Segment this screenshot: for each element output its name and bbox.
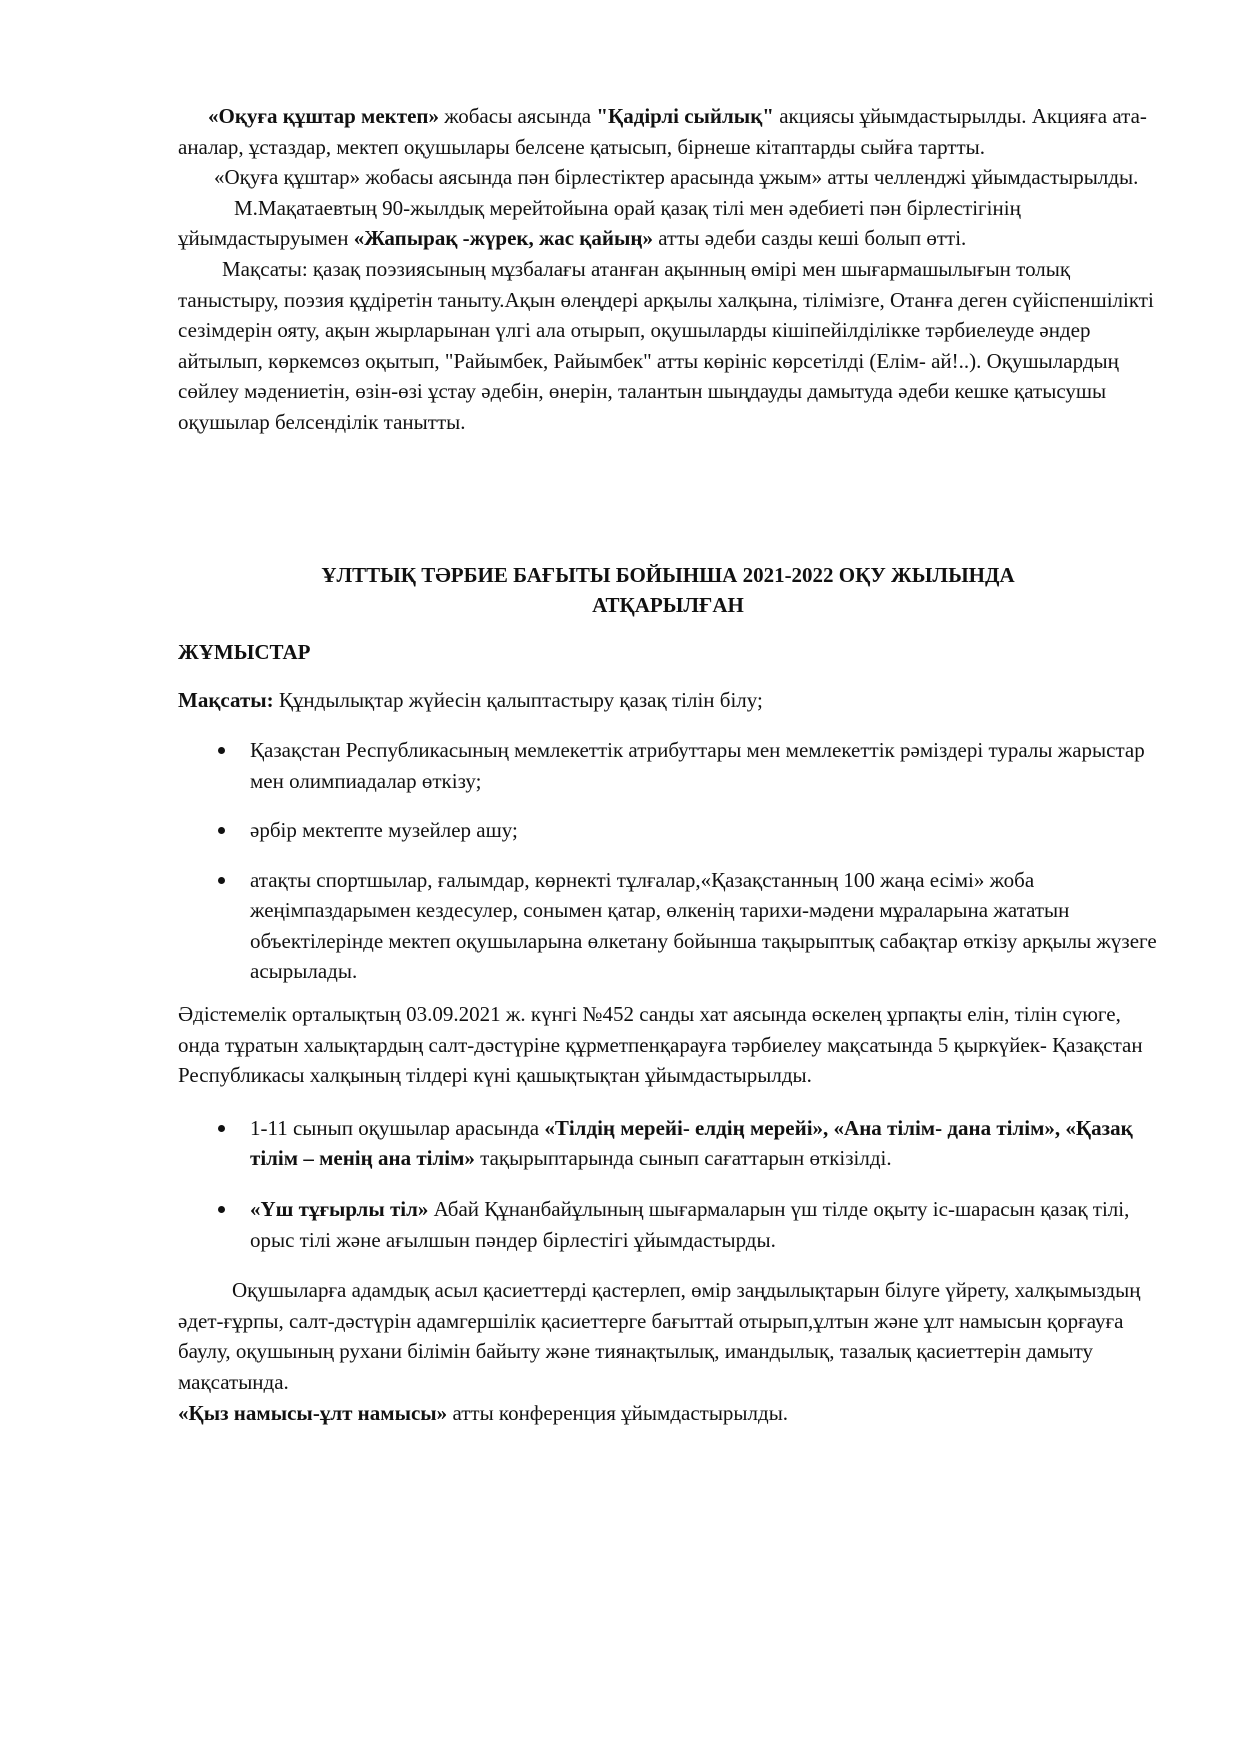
bullet-icon (218, 1206, 225, 1213)
bold-action-name: "Қадірлі сыйлық" (596, 104, 774, 128)
list-item: әрбір мектепте музейлер ашу; (178, 815, 1158, 846)
list-item: 1-11 сынып оқушылар арасында «Тілдің мерейі- елдің мерейі», «Ана тілім- дана тілім», «Қазақ тілім – менің ана тілім» тақырыптарында сынып сағаттарын өткізілді. (178, 1113, 1158, 1174)
bold-evening-name: «Жапырақ -жүрек, жас қайың» (353, 226, 653, 251)
paragraph-values: Оқушыларға адамдық асыл қасиеттерді қастерлеп, өмір заңдылықтарын білуге үйрету, халқымыздың әдет-ғұрпы, салт-дәстүрін адамгершілік қасиеттерге бағыттай отырып,ұлтын және ұлт намысын қорғауға баулу, оқушының рухани білімін байыту және тиянақтылық, имандылық, тазалық қасиеттерін дамыту мақсатында. (178, 1278, 1141, 1394)
document-page (178, 101, 1158, 1428)
bullet-icon (218, 1125, 225, 1132)
bullet-icon (218, 747, 225, 754)
bold-project-name: «Оқуға құштар мектеп» (208, 104, 440, 128)
bullet-icon (218, 877, 225, 884)
section-title-line1: ҰЛТТЫҚ ТӘРБИЕ БАҒЫТЫ БОЙЫНША 2021-2022 ОҚУ ЖЫЛЫНДА (321, 562, 1015, 587)
bullet-icon (218, 827, 225, 834)
list-item: Қазақстан Республикасының мемлекеттік атрибуттары мен мемлекеттік рәміздері туралы жарыстар мен олимпиадалар өткізу; (178, 735, 1158, 796)
paragraph-evening-goal: Мақсаты: қазақ поэзиясының мұзбалағы атанған ақынның өмірі мен шығармашылығын толық таныстыру, поэзия құдіретін таныту.Ақын өлеңдері арқылы халқына, тілімізге, Отанға деген сүйіспеншілікті сезімдерін ояту, ақын жырларынан үлгі ала отырып, оқушыларды кішіпейілділікке тәрбиелеуде әндер айтылып, көркемсөз оқытып, "Райымбек, Райымбек" атты көрініс көрсетілді (Елім- ай!..). Оқушылардың сөйлеу мәдениетін, өзін-өзі ұстау әдебін, өнерін, талантын шыңдауды дамытуда әдеби кешке қатысушы оқушылар белсенділік танытты. (178, 256, 1154, 434)
goal-line: Мақсаты: Құндылықтар жүйесін қалыптастыру қазақ тілін білу; (178, 688, 763, 713)
paragraph-makataev-evening: М.Мақатаевтың 90-жылдық мерейтойына орай қазақ тілі мен әдебиеті пән бірлестігінің ұйымдастыруымен «Жапырақ -жүрек, жас қайың» атты әдеби сазды кеші болып өтті. (178, 195, 1021, 251)
paragraph-conference: «Қыз намысы-ұлт намысы» атты конференция ұйымдастырылды. (178, 1400, 789, 1425)
paragraph-challenge: «Оқуға құштар» жобасы аясында пән бірлестіктер арасында ұжым» атты челленджі ұйымдастырылды. (214, 165, 1139, 190)
bold-conference-name: «Қыз намысы-ұлт намысы» (178, 1400, 448, 1425)
paragraph-gift-action: «Оқуға құштар мектеп» жобасы аясында "Қадірлі сыйлық" акциясы ұйымдастырылды. Акцияға ата-аналар, ұстаздар, мектеп оқушылары белсене қатысып, бірнеше кітаптарды сыйға тартты. (178, 104, 1147, 159)
section-subtitle: ЖҰМЫСТАР (178, 639, 311, 664)
paragraph-letter-452: Әдістемелік орталықтың 03.09.2021 ж. күнгі №452 санды хат аясында өскелең ұрпақты елін, тілін сүюге, онда тұратын халықтардың салт-дәстүріне құрметпенқарауға тәрбиелеу мақсатында 5 қыркүйек- Қазақстан Республикасы халқының тілдері күні қашықтықтан ұйымдастырылды. (178, 1002, 1143, 1088)
goal-label: Мақсаты: (178, 688, 274, 713)
goals-bullet-list (178, 735, 1158, 987)
list-item: атақты спортшылар, ғалымдар, көрнекті тұлғалар,«Қазақстанның 100 жаңа есімі» жоба жеңімпаздарымен кездесулер, сонымен қатар, өлкенің тарихи-мәдени мұраларына жататын объектілерінде мектеп оқушыларына өлкетану бойынша тақырыптық сабақтар өткізу арқылы жүзеге асырылады. (178, 865, 1158, 987)
section-gap (178, 438, 1158, 560)
list-item: «Үш тұғырлы тіл» Абай Құнанбайұлының шығармаларын үш тілде оқыту іс-шарасын қазақ тілі, орыс тілі және ағылшын пәндер бірлестігі ұйымдастырды. (178, 1194, 1158, 1255)
events-bullet-list (178, 1113, 1158, 1255)
section-title-line2: АТҚАРЫЛҒАН (592, 593, 744, 618)
